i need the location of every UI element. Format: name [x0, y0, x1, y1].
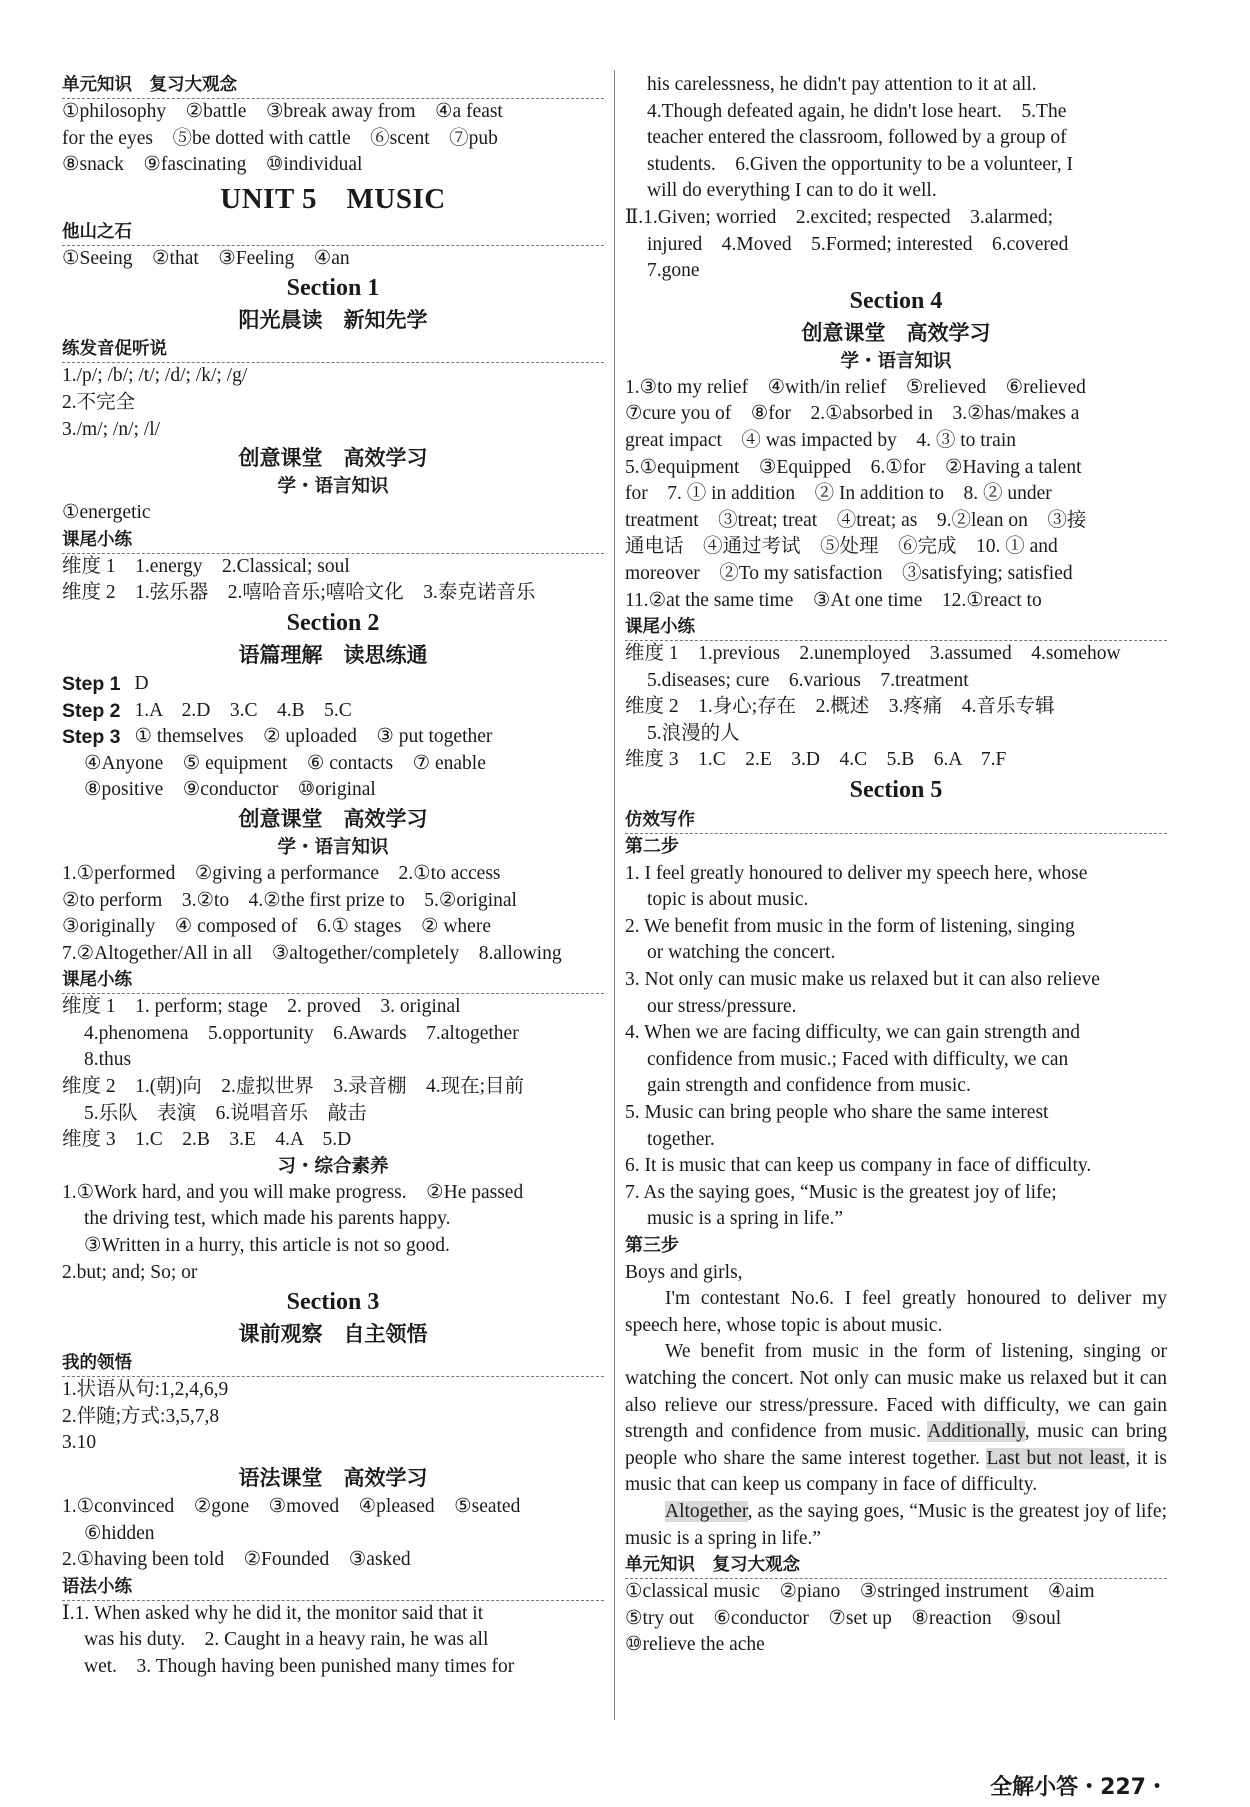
pronounce-header: 练发音促听说	[62, 336, 604, 363]
practice-line: 维度 1 1. perform; stage 2. proved 3. original	[62, 996, 461, 1018]
writing-item: gain strength and confidence from music.	[647, 1075, 971, 1097]
unit-review-line: for the eyes ⑤be dotted with cattle ⑥scent ⑦pub	[62, 127, 498, 149]
part-2-line: Ⅱ.1.Given; worried 2.excited; respected 3.alarmed;	[625, 206, 1054, 228]
step-3-label: 第三步	[625, 1234, 679, 1256]
comprehensive-title: 习・综合素养	[277, 1155, 389, 1177]
lang-line: 7.②Altogether/All in all ③altogether/completely 8.allowing	[62, 942, 562, 964]
step-3-line: ⑧positive ⑨conductor ⑩original	[84, 779, 376, 801]
grammar-line: ⑥hidden	[84, 1522, 155, 1544]
unit-review-line: ①classical music ②piano ③stringed instrument ④aim	[625, 1581, 1095, 1603]
grammar-practice-line: his carelessness, he didn't pay attention to it at all.	[647, 74, 1037, 95]
practice-line: 维度 2 1.身心;存在 2.概述 3.疼痛 4.音乐专辑	[625, 696, 1055, 718]
writing-item: music is a spring in life.”	[647, 1208, 844, 1230]
comp-line: 2.but; and; So; or	[62, 1261, 198, 1283]
lang-line: for 7. ① in addition ② In addition to 8. ② under	[625, 483, 1052, 505]
section-1-title: Section 1	[286, 275, 380, 302]
step-2-label: 第二步	[625, 836, 679, 858]
essay-text: , as the saying goes, “Music is the greatest joy of life; music is a spring in life.”	[625, 1500, 1167, 1549]
writing-item: 3. Not only can music make us relaxed but it can also relieve	[625, 969, 1100, 991]
lang-line: 通电话 ④通过考试 ⑤处理 ⑥完成 10. ① and	[625, 536, 1058, 558]
essay-highlight: Last but not least	[986, 1447, 1126, 1469]
lang-line: great impact ④ was impacted by 4. ③ to train	[625, 429, 1016, 451]
unit-review-header: 单元知识 复习大观念	[62, 72, 604, 99]
comp-line: ③Written in a hurry, this article is not so good.	[84, 1235, 450, 1257]
creative-class-title: 创意课堂 高效学习	[238, 806, 428, 831]
practice-line: 4.phenomena 5.opportunity 6.Awards 7.altogether	[84, 1022, 519, 1044]
section-4-subtitle: 创意课堂 高效学习	[801, 320, 991, 345]
writing-item: 4. When we are facing difficulty, we can gain strength and	[625, 1022, 1081, 1044]
comp-line: the driving test, which made his parents happy.	[84, 1208, 451, 1230]
writing-item: 2. We benefit from music in the form of listening, singing	[625, 915, 1075, 937]
creative-class-title: 创意课堂 高效学习	[238, 446, 428, 471]
practice-line: 维度 1 1.previous 2.unemployed 3.assumed 4.somehow	[625, 643, 1121, 665]
lang-line: ②to perform 3.②to 4.②the first prize to 5.②original	[62, 889, 517, 911]
unit-review-line: ⑩relieve the ache	[625, 1634, 765, 1656]
step-2-text: 1.A 2.D 3.C 4.B 5.C	[134, 699, 352, 721]
unit-review-line: ⑧snack ⑨fascinating ⑩individual	[62, 154, 363, 176]
part-2-line: 7.gone	[647, 260, 700, 282]
language-knowledge-title: 学・语言知识	[840, 350, 952, 372]
insight-header: 我的领悟	[62, 1350, 604, 1377]
grammar-practice-line: wet. 3. Though having been punished many times for	[84, 1655, 515, 1677]
practice-header: 课尾小练	[62, 527, 604, 554]
lang-line: 11.②at the same time ③At one time 12.①react to	[625, 589, 1042, 611]
practice-line: 维度 3 1.C 2.B 3.E 4.A 5.D	[62, 1129, 352, 1151]
lang-line: 1.③to my relief ④with/in relief ⑤relieved ⑥relieved	[625, 376, 1086, 398]
unit-review-line: ①philosophy ②battle ③break away from ④a feast	[62, 101, 503, 122]
step-2-row	[62, 698, 604, 725]
practice-header: 课尾小练	[625, 614, 1167, 641]
writing-item: confidence from music.; Faced with difficulty, we can	[647, 1048, 1069, 1070]
grammar-practice-line: will do everything I can to do it well.	[647, 180, 937, 202]
grammar-practice-line: 4.Though defeated again, he didn't lose heart. 5.The	[647, 100, 1067, 122]
unit-review-header: 单元知识 复习大观念	[625, 1552, 1167, 1579]
tashan-header: 他山之石	[62, 219, 604, 246]
writing-item: or watching the concert.	[647, 942, 836, 964]
grammar-practice-line: teacher entered the classroom, followed by a group of	[647, 127, 1067, 149]
step-3-line: ④Anyone ⑤ equipment ⑥ contacts ⑦ enable	[84, 752, 486, 774]
step-3-text: ① themselves ② uploaded ③ put together	[134, 726, 493, 748]
writing-item: 6. It is music that can keep us company in face of difficulty.	[625, 1155, 1092, 1177]
practice-line: 维度 2 1.弦乐器 2.嘻哈音乐;嘻哈文化 3.泰克诺音乐	[62, 582, 536, 604]
writing-item: 5. Music can bring people who share the same interest	[625, 1102, 1049, 1123]
pronounce-line: 3./m/; /n/; /l/	[62, 418, 161, 440]
insight-line: 3.10	[62, 1432, 97, 1454]
insight-line: 2.伴随;方式:3,5,7,8	[62, 1405, 220, 1427]
step-2-label: Step 2	[62, 699, 121, 722]
writing-item: our stress/pressure.	[647, 995, 797, 1017]
lang-line: ⑦cure you of ⑧for 2.①absorbed in 3.②has/makes a	[625, 403, 1080, 425]
lang-line: 1.①performed ②giving a performance 2.①to access	[62, 862, 501, 884]
lang-line: moreover ②To my satisfaction ③satisfying; satisfied	[625, 562, 1073, 584]
writing-item: 1. I feel greatly honoured to deliver my speech here, whose	[625, 862, 1088, 884]
pronounce-line: 1./p/; /b/; /t/; /d/; /k/; /g/	[62, 365, 248, 387]
grammar-practice-line: Ⅰ.1. When asked why he did it, the monitor said that it	[62, 1602, 484, 1624]
grammar-practice-line: was his duty. 2. Caught in a heavy rain, he was all	[84, 1629, 489, 1651]
step-1-label: Step 1	[62, 672, 121, 695]
practice-line: 维度 2 1.(朝)向 2.虚拟世界 3.录音棚 4.现在;目前	[62, 1076, 525, 1098]
lang-line: ①energetic	[62, 502, 151, 524]
unit-title: UNIT 5 MUSIC	[220, 182, 446, 215]
essay-text: , music can bring people who share the same interest together.	[625, 1421, 1167, 1469]
step-1-row	[62, 671, 604, 698]
essay-paragraph-1: I'm contestant No.6. I feel greatly honoured to deliver my speech here, whose topic is about music.	[625, 1288, 1167, 1336]
grammar-practice-line: students. 6.Given the opportunity to be a volunteer, I	[647, 153, 1073, 175]
practice-line: 5.乐队 表演 6.说唱音乐 敲击	[84, 1102, 367, 1124]
language-knowledge-title: 学・语言知识	[277, 836, 389, 858]
tashan-line: ①Seeing ②that ③Feeling ④an	[62, 247, 350, 269]
writing-item: topic is about music.	[647, 889, 809, 911]
essay-highlight: Altogether	[665, 1500, 748, 1522]
practice-line: 维度 1 1.energy 2.Classical; soul	[62, 555, 350, 577]
grammar-line: 2.①having been told ②Founded ③asked	[62, 1549, 411, 1571]
section-1-subtitle: 阳光晨读 新知先学	[238, 308, 428, 333]
writing-item: 7. As the saying goes, “Music is the greatest joy of life;	[625, 1181, 1057, 1203]
section-4-title: Section 4	[849, 287, 943, 314]
page-footer: 全解小答・227・	[990, 1775, 1168, 1800]
lang-line: 5.①equipment ③Equipped 6.①for ②Having a talent	[625, 456, 1082, 478]
right-column	[625, 72, 1167, 1659]
practice-header: 课尾小练	[62, 967, 604, 994]
practice-line: 5.diseases; cure 6.various 7.treatment	[647, 669, 969, 691]
insight-line: 1.状语从句:1,2,4,6,9	[62, 1379, 229, 1401]
section-2-title: Section 2	[286, 609, 380, 636]
section-3-subtitle: 课前观察 自主领悟	[238, 1322, 428, 1347]
pronounce-line: 2.不完全	[62, 391, 136, 413]
grammar-line: 1.①convinced ②gone ③moved ④pleased ⑤seated	[62, 1496, 521, 1517]
comp-line: 1.①Work hard, and you will make progress. ②He passed	[62, 1181, 524, 1203]
unit-review-line: ⑤try out ⑥conductor ⑦set up ⑧reaction ⑨soul	[625, 1607, 1062, 1629]
language-knowledge-title: 学・语言知识	[277, 476, 389, 498]
part-2-line: injured 4.Moved 5.Formed; interested 6.covered	[647, 233, 1069, 255]
step-3-label: Step 3	[62, 726, 121, 749]
section-3-title: Section 3	[286, 1289, 380, 1316]
practice-line: 8.thus	[84, 1049, 132, 1071]
step-3-row	[62, 724, 604, 751]
grammar-class-title: 语法课堂 高效学习	[238, 1466, 428, 1490]
imitate-writing-header: 仿效写作	[625, 807, 1167, 834]
essay-paragraph-2	[625, 1339, 1167, 1499]
writing-item: together.	[647, 1128, 715, 1150]
section-5-title: Section 5	[849, 777, 943, 804]
essay-text: , it is music that can keep us company in face of difficulty.	[625, 1447, 1167, 1496]
column-divider	[614, 70, 615, 1720]
essay-text: We benefit from music in the form of listening, singing or watching the concert. Not only can music make us relaxed but it can also relieve our stress/pressure. Faced with difficulty, we can gain strength and confidence from music.	[625, 1341, 1167, 1443]
left-column	[62, 72, 604, 1681]
step-1-text: D	[134, 672, 149, 694]
essay-paragraph-3	[625, 1499, 1167, 1552]
lang-line: ③originally ④ composed of 6.① stages ② where	[62, 916, 491, 938]
practice-line: 维度 3 1.C 2.E 3.D 4.C 5.B 6.A 7.F	[625, 749, 1007, 771]
essay-highlight: Additionally	[927, 1421, 1025, 1443]
practice-line: 5.浪漫的人	[647, 722, 740, 744]
section-2-subtitle: 语篇理解 读思练通	[238, 642, 428, 667]
lang-line: treatment ③treat; treat ④treat; as 9.②lean on ③接	[625, 509, 1087, 531]
grammar-practice-header: 语法小练	[62, 1574, 604, 1601]
essay-greeting: Boys and girls,	[625, 1261, 743, 1283]
